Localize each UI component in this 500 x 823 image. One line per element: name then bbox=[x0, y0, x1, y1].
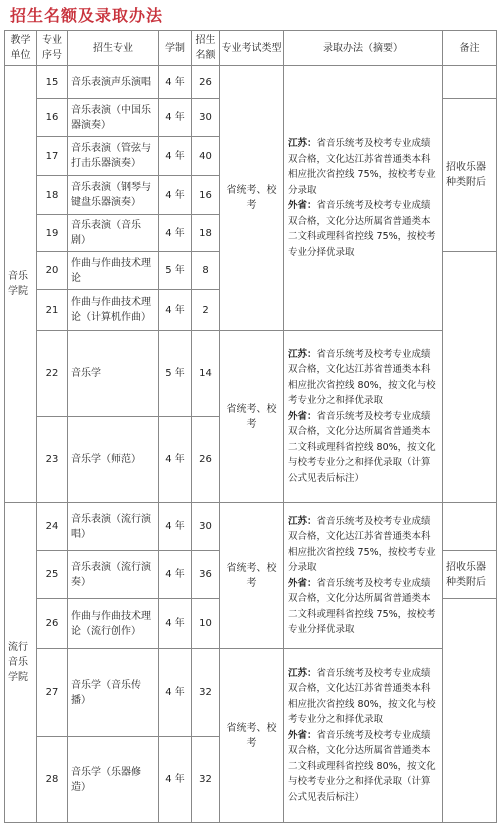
header-years: 学制 bbox=[159, 31, 192, 66]
quota-cell: 26 bbox=[192, 417, 220, 503]
method-cell bbox=[284, 649, 443, 823]
years-cell: 4 年 bbox=[159, 737, 192, 823]
method-ws-text: 省音乐统考及校考专业成绩双合格，文化分达所属省普通类本二文科或理科省控线 75%，按校考专业分择优录取 bbox=[288, 200, 436, 258]
code-cell: 22 bbox=[37, 331, 68, 417]
years-cell: 4 年 bbox=[159, 417, 192, 503]
quota-cell: 40 bbox=[192, 137, 220, 176]
header-exam-type: 专业考试类型 bbox=[220, 31, 284, 66]
method-js-text: 省音乐统考及校考专业成绩双合格，文化达江苏省普通类本科相应批次省控线 80%，按文化与校考专业分之和择优录取 bbox=[288, 667, 436, 726]
exam-type-cell: 省统考、校考 bbox=[220, 649, 284, 823]
major-cell: 音乐表演（流行演唱） bbox=[68, 503, 159, 551]
quota-cell: 36 bbox=[192, 551, 220, 599]
code-cell: 17 bbox=[37, 137, 68, 176]
quota-cell: 8 bbox=[192, 252, 220, 290]
admission-table bbox=[4, 30, 497, 823]
years-cell: 4 年 bbox=[159, 290, 192, 331]
code-cell: 26 bbox=[37, 599, 68, 649]
table-row bbox=[5, 66, 497, 99]
years-cell: 4 年 bbox=[159, 137, 192, 176]
years-cell: 4 年 bbox=[159, 599, 192, 649]
header-note: 备注 bbox=[443, 31, 497, 66]
quota-cell: 32 bbox=[192, 737, 220, 823]
method-ws-label: 外省： bbox=[288, 577, 317, 589]
header-method: 录取办法（摘要） bbox=[284, 31, 443, 66]
table-row bbox=[5, 503, 497, 551]
method-js-label: 江苏： bbox=[288, 138, 317, 149]
note-empty-cell bbox=[443, 66, 497, 99]
method-js-label: 江苏： bbox=[288, 667, 317, 679]
quota-cell: 32 bbox=[192, 649, 220, 737]
major-cell: 音乐学（音乐传播） bbox=[68, 649, 159, 737]
major-cell: 作曲与作曲技术理论（流行创作） bbox=[68, 599, 159, 649]
years-cell: 4 年 bbox=[159, 551, 192, 599]
major-cell: 音乐学（师范） bbox=[68, 417, 159, 503]
years-cell: 4 年 bbox=[159, 503, 192, 551]
table-row bbox=[5, 649, 497, 737]
quota-cell: 10 bbox=[192, 599, 220, 649]
code-cell: 24 bbox=[37, 503, 68, 551]
method-js-text: 省音乐统考及校考专业成绩双合格，文化达江苏省普通类本科相应批次省控线 75%，按校考专业分录取 bbox=[288, 515, 436, 573]
quota-cell: 16 bbox=[192, 176, 220, 215]
exam-type-cell: 省统考、校考 bbox=[220, 66, 284, 331]
years-cell: 4 年 bbox=[159, 176, 192, 215]
method-js-label: 江苏： bbox=[288, 348, 317, 360]
quota-cell: 2 bbox=[192, 290, 220, 331]
method-ws-text: 省音乐统考及校考专业成绩双合格，文化分达所属省普通类本二文科或理科省控线 75%，按校考专业分择优录取 bbox=[288, 577, 436, 635]
quota-cell: 30 bbox=[192, 99, 220, 137]
method-js-text: 省音乐统考及校考专业成绩双合格，文化达江苏省普通类本科相应批次省控线 80%，按文化与校考专业分之和择优录取 bbox=[288, 348, 436, 407]
major-cell: 作曲与作曲技术理论（计算机作曲） bbox=[68, 290, 159, 331]
method-ws-label: 外省： bbox=[288, 200, 317, 211]
quota-cell: 18 bbox=[192, 215, 220, 252]
major-cell: 音乐表演（音乐剧） bbox=[68, 215, 159, 252]
major-cell: 音乐表演（钢琴与键盘乐器演奏） bbox=[68, 176, 159, 215]
method-ws-text: 省音乐统考及校考专业成绩双合格，文化分达所属省普通类本二文科或理科省控线 80%，按文化与校考专业分之和择优录取（计算公式见表后标注） bbox=[288, 729, 436, 803]
method-ws-text: 省音乐统考及校考专业成绩双合格，文化分达所属省普通类本二文科或理科省控线 80%，按文化与校考专业分之和择优录取（计算公式见表后标注） bbox=[288, 410, 436, 484]
years-cell: 4 年 bbox=[159, 215, 192, 252]
method-cell bbox=[284, 331, 443, 503]
exam-type-cell: 省统考、校考 bbox=[220, 331, 284, 503]
major-cell: 音乐学 bbox=[68, 331, 159, 417]
major-cell: 作曲与作曲技术理论 bbox=[68, 252, 159, 290]
note-empty-cell bbox=[443, 252, 497, 503]
method-ws-label: 外省： bbox=[288, 410, 317, 422]
years-cell: 4 年 bbox=[159, 649, 192, 737]
code-cell: 15 bbox=[37, 66, 68, 99]
note-cell: 招收乐器种类附后 bbox=[443, 551, 497, 599]
method-js-label: 江苏： bbox=[288, 515, 317, 527]
method-cell bbox=[284, 66, 443, 331]
major-cell: 音乐表演（管弦与打击乐器演奏） bbox=[68, 137, 159, 176]
major-cell: 音乐表演（流行演奏） bbox=[68, 551, 159, 599]
code-cell: 20 bbox=[37, 252, 68, 290]
code-cell: 19 bbox=[37, 215, 68, 252]
code-cell: 28 bbox=[37, 737, 68, 823]
quota-cell: 26 bbox=[192, 66, 220, 99]
header-major: 招生专业 bbox=[68, 31, 159, 66]
method-cell bbox=[284, 503, 443, 649]
table-row bbox=[5, 331, 497, 417]
header-unit: 教学单位 bbox=[5, 31, 37, 66]
header-code: 专业序号 bbox=[37, 31, 68, 66]
note-empty-cell bbox=[443, 599, 497, 823]
years-cell: 4 年 bbox=[159, 99, 192, 137]
years-cell: 4 年 bbox=[159, 66, 192, 99]
code-cell: 16 bbox=[37, 99, 68, 137]
code-cell: 27 bbox=[37, 649, 68, 737]
exam-type-cell: 省统考、校考 bbox=[220, 503, 284, 649]
unit-cell: 音乐学院 bbox=[5, 66, 37, 503]
note-empty-cell bbox=[443, 503, 497, 551]
code-cell: 18 bbox=[37, 176, 68, 215]
years-cell: 5 年 bbox=[159, 252, 192, 290]
major-cell: 音乐表演（中国乐器演奏） bbox=[68, 99, 159, 137]
method-ws-label: 外省： bbox=[288, 729, 317, 741]
major-cell: 音乐学（乐器修造） bbox=[68, 737, 159, 823]
header-quota: 招生名额 bbox=[192, 31, 220, 66]
code-cell: 23 bbox=[37, 417, 68, 503]
code-cell: 25 bbox=[37, 551, 68, 599]
quota-cell: 14 bbox=[192, 331, 220, 417]
quota-cell: 30 bbox=[192, 503, 220, 551]
page-title: 招生名额及录取办法 bbox=[10, 6, 164, 25]
years-cell: 5 年 bbox=[159, 331, 192, 417]
note-cell: 招收乐器种类附后 bbox=[443, 99, 497, 252]
code-cell: 21 bbox=[37, 290, 68, 331]
unit-cell: 流行音乐学院 bbox=[5, 503, 37, 823]
major-cell: 音乐表演声乐演唱 bbox=[68, 66, 159, 99]
method-js-text: 省音乐统考及校考专业成绩双合格，文化达江苏省普通类本科相应批次省控线 75%，按校考专业分录取 bbox=[288, 138, 436, 196]
